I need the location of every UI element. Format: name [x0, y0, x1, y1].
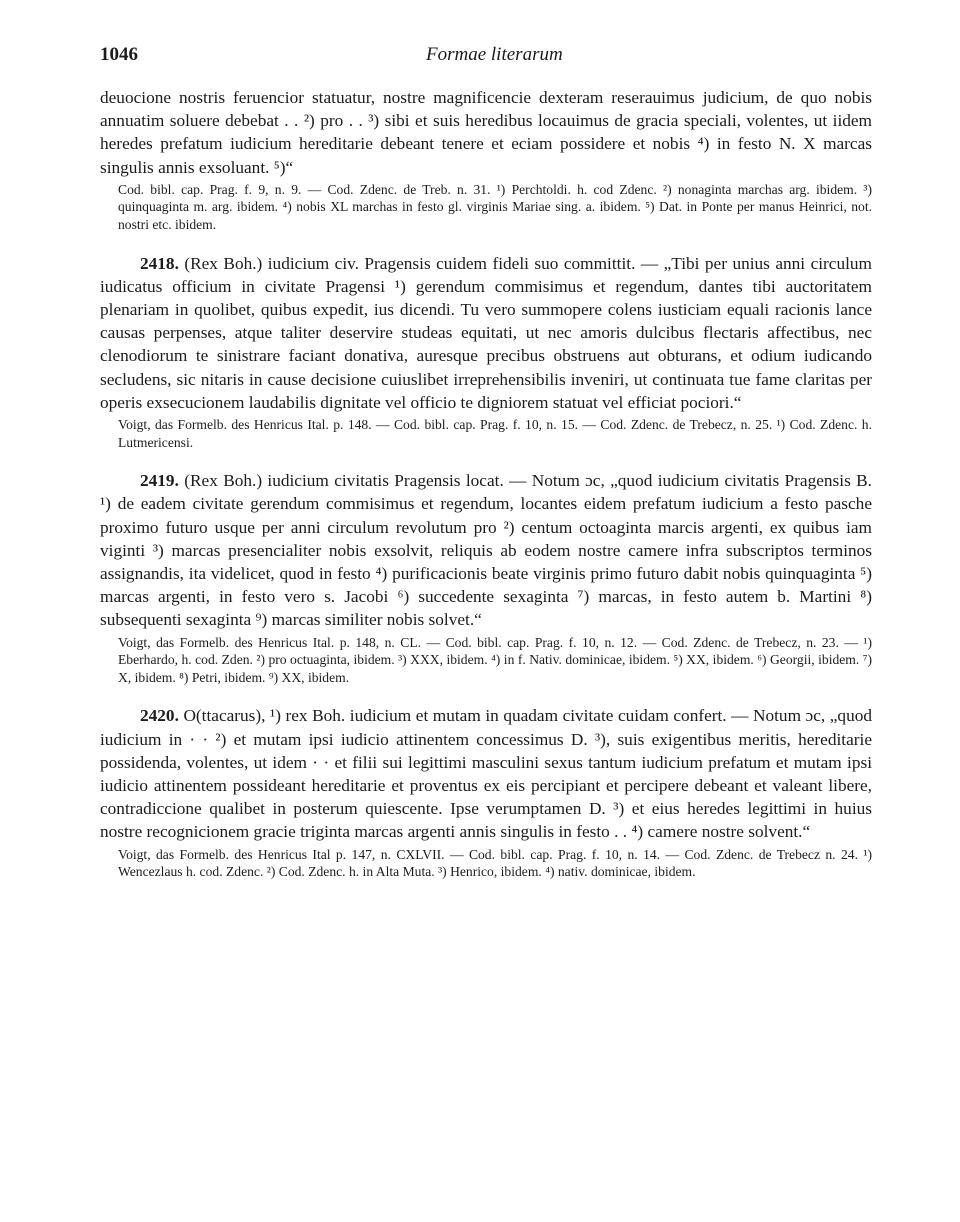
- entry-2420: [100, 704, 872, 880]
- entry-footnote: Voigt, das Formelb. des Henricus Ital. p. 148, n. CL. — Cod. bibl. cap. Prag. f. 10, n. 12. — Cod. Zdenc. de Trebecz, n. 23. — ¹) Eberhardo, h. cod. Zden. ²) pro octuaginta, ibidem. ³) XXX, ibidem. ⁴) in f. Nativ. dominicae, ibidem. ⁵) XX, ibidem. ⁶) Georgii, ibidem. ⁷) X, ibidem. ⁸) Petri, ibidem. ⁹) XX, ibidem.: [118, 634, 872, 685]
- opening-paragraph: deuocione nostris feruencior statuatur, nostre magnificencie dexteram reserauimus judicium, de quo nobis annuatim soluere debebat . . ²) pro . . ³) sibi et suis heredibus locauimus de gracia speciali, volentes, ut iidem heredes prefatum iudicium hereditarie debeant tenere et eciam possidere et nobis ⁴) in festo N. X marcas singulis annis exsoluant. ⁵)“: [100, 88, 872, 177]
- entry-number: 2420.: [140, 706, 179, 726]
- running-title: Formae literarum: [426, 44, 563, 65]
- entry-footnote: Voigt, das Formelb. des Henricus Ital p. 147, n. CXLVII. — Cod. bibl. cap. Prag. f. 10, n. 14. — Cod. Zdenc. de Trebecz n. 24. ¹) Wencezlaus h. cod. Zdenc. ²) Cod. Zdenc. h. in Alta Muta. ³) Henrico, ibidem. ⁴) nativ. dominicae, ibidem.: [118, 846, 872, 880]
- running-header: [100, 44, 872, 76]
- entry-text: (Rex Boh.) iudicium civ. Pragensis cuidem fideli suo committit. — „Tibi per unius anni circulum iudicatus officium in civitate Pragensi ¹) gerendum commisimus et regendum, dantes tibi auctoritatem plenariam in quolibet, quibus expedit, ius dicendi. Tu vero summopere colens iusticiam equali racionis lance causas perpenses, atque taliter deservire studeas equitati, ut nec amoris dulcibus flectaris affectibus, nec clenodiorum te sinistrare faciant donativa, auresque precibus obstruens aut obturans, et odium iudicando secludens, sic nitaris in cause decisione cuiuslibet irreprehensibilis inveniri, ut continuata tue fame claritas per operis exsecucionem laudabilis dignitate vel officio te digniorem statuat vel efficiat pociori.“: [100, 253, 872, 412]
- entry-2418: [100, 252, 872, 452]
- entry-2419: [100, 469, 872, 686]
- entry-footnote: Voigt, das Formelb. des Henricus Ital. p. 148. — Cod. bibl. cap. Prag. f. 10, n. 15. — Cod. Zdenc. de Trebecz, n. 25. ¹) Cod. Zdenc. h. Lutmericensi.: [118, 417, 872, 450]
- opening-footnote: Cod. bibl. cap. Prag. f. 9, n. 9. — Cod. Zdenc. de Treb. n. 31. ¹) Perchtoldi. h. cod Zdenc. ²) nonaginta marchas arg. ibidem. ³) quinquaginta m. arg. ibidem. ⁴) nobis XL marchas in festo gl. virginis Mariae sing. a. ibidem. ⁵) Dat. in Ponte per manus Heinrici, not. nostri etc. ibidem.: [118, 181, 872, 232]
- page-number: 1046: [100, 44, 138, 65]
- entry-text: O(ttacarus), ¹) rex Boh. iudicium et mutam in quadam civitate cuidam confert. — Notum ɔc, „quod iudicium in · · ²) et mutam ipsi iudicio attinentem concessimus D. ³), suis exigentibus meritis, hereditarie possidenda, volentes, ut idem · · et filii sui legittimi masculini sexus tantum iudicium prefatum et mutam ipsi iudicio attinentem possideant hereditarie et proventus ex eis percipiant et percipere debeant et valeant libere, contradiccione qualibet in posterum quiescente. Ipse verumptamen D. ³) et eius heredes legittimi in huius nostre recognicionem gracie triginta marcas argenti annis singulis in festo . . ⁴) camere nostre solvent.“: [100, 706, 872, 842]
- entry-body: [100, 469, 872, 631]
- entry-number: 2418.: [140, 253, 179, 273]
- document-page: [100, 44, 872, 881]
- entry-body: [100, 252, 872, 414]
- entry-text: (Rex Boh.) iudicium civitatis Pragensis locat. — Notum ɔc, „quod iudicium civitatis Pragensis B. ¹) de eadem civitate gerendum commisimus et regendum, locantes eidem prefatum iudicium a festo pasche proximo futuro usque per anni circulum revolutum pro ²) centum octoaginta marcis argenti, ex quibus iam viginti ³) marcas presencialiter nobis exsolvit, reliquis ab eodem nostre camere infra subscriptos terminos assignandis, ita videlicet, quod in festo ⁴) purificacionis beate virginis primo futuro dabit nobis quinquaginta ⁵) marcas argenti, in festo vero s. Jacobi ⁶) succedente sexaginta ⁷) marcas, in festo autem b. Martini ⁸) subsequenti sexaginta ⁹) marcas similiter nobis solvet.“: [100, 471, 872, 630]
- entry-body: [100, 704, 872, 843]
- entry-number: 2419.: [140, 471, 179, 491]
